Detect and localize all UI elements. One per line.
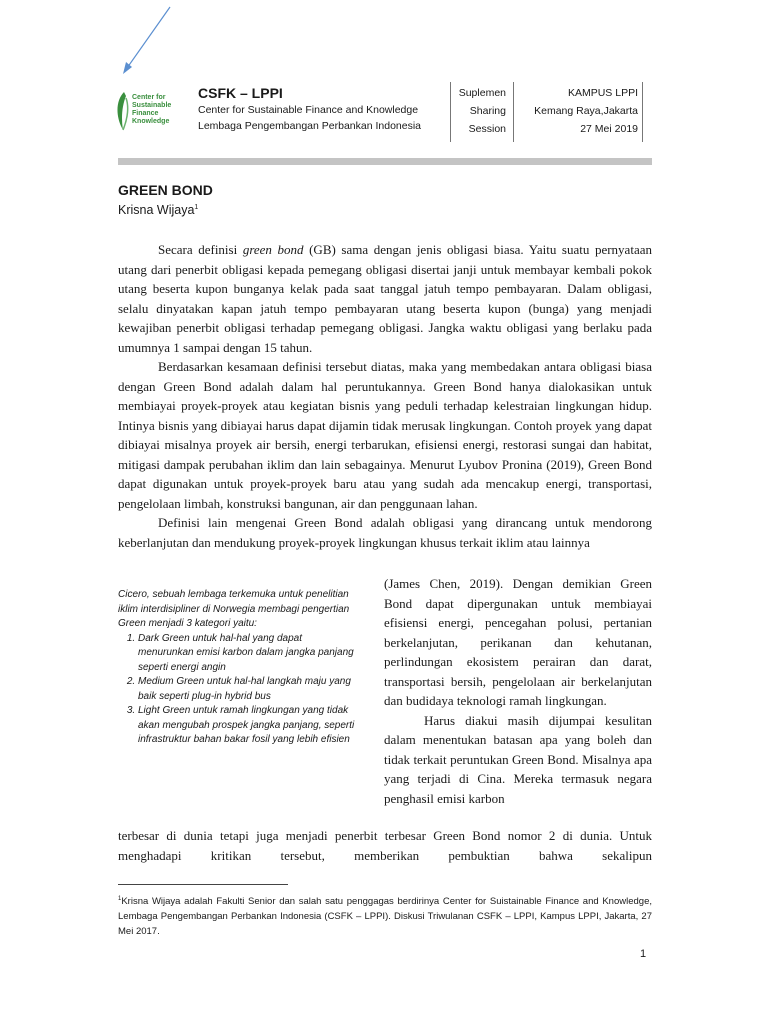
footnote: $^1$Krisna Wijaya adalah Fakulti Senior dan salah satu penggagas berdirinya Center for Suistainable Finance and Knowledge, Lembaga Pengembangan Perbankan Indonesia (CSFK – LPPI). Diskusi Triwulanan CSFK – LPPI, Kampus LPPI, Jakarta, 27 Mei 2017. (118, 896, 652, 938)
csfk-logo (114, 88, 192, 136)
header-divider (513, 82, 514, 142)
annotation-arrow-icon (118, 4, 178, 76)
paragraph-3-start: Definisi lain mengenai Green Bond adalah obligasi yang dirancang untuk mendorong keberlanjutan dan mendukung proyek-proyek lingkungan khusus terkait iklim atau lainnya (118, 515, 652, 550)
paragraph-2: Berdasarkan kesamaan definisi tersebut diatas, maka yang membedakan antara obligasi biasa dengan Green Bond adalah dalam hal peruntukannya. Green Bond hanya dialokasikan untuk membiayai proyek-proyek atau kegiatan bisnis yang peduli terhadap kelestraian lingkungan hidup. Intinya bisnis yang dibiayai harus dapat dijamin tidak merusak lingkungan. Contoh proyek yang dapat dibiayai misalnya proyek air bersih, energi terbarukan, efisiensi energi, restorasi sungai dan habitat, mitigasi dampak perubahan iklim dan lain sebagainya. Menurut Lyubov Pronina (2019), Green Bond dapat digunakan untuk proyek-proyek baru atau yang sudah ada mencakup energi, transportasi, pengelolaan limbah, konstruksi bangunan, air dan penggunaan lahan. (118, 359, 652, 511)
list-item: 3. Light Green untuk ramah lingkungan yang tidak akan mengubah prospek jangka panjang, seperti infrastruktur bahan bakar fosil yang lebih efisien (138, 704, 360, 748)
article-author: Krisna Wijaya$^1$ (118, 203, 199, 217)
article-title: GREEN BOND (118, 182, 213, 198)
session-type: Suplemen Sharing Session (458, 87, 506, 135)
paragraph-3-continued: (James Chen, 2019). Dengan demikian Green Bond dapat dipergunakan untuk membiayai efisiensi energi, pencegahan polusi, pertanian berkelanjutan, perikanan dan kehutanan, perlindungan ekosistem perairan dan darat, transportasi bersih, pengelolaan air berkelanjutan dan budidaya teknologi ramah lingkungan. (384, 576, 652, 708)
footnote-rule (118, 884, 288, 885)
sidebar-intro: Cicero, sebuah lembaga terkemuka untuk penelitian iklim interdisipliner di Norwegia membagi pengertian Green menjadi 3 kategori yaitu: (118, 589, 350, 629)
org-title: CSFK – LPPI (198, 85, 283, 101)
paragraph-4-start: Harus diakui masih dijumpai kesulitan dalam menentukan batasan apa yang boleh dan tidak terkait peruntukan Green Bond. Misalnya apa yang terjadi di Cina. Mereka termasuk negara penghasil emisi karbon (384, 712, 652, 806)
logo-wordmark: Center for Sustainable Finance Knowledge (132, 94, 172, 125)
page-number: 1 (640, 948, 647, 960)
article-body-top (118, 240, 652, 552)
sidebar-list (118, 632, 360, 748)
sidebar-note (118, 588, 360, 748)
venue-date: KAMPUS LPPI Kemang Raya,Jakarta 27 Mei 2019 (534, 87, 638, 135)
org-name-en: Center for Sustainable Finance and Knowledge (198, 104, 419, 116)
list-item: 2. Medium Green untuk hal-hal langkah maju yang baik seperti plug-in hybrid bus (138, 675, 360, 704)
org-header (198, 84, 448, 134)
article-body-bottom (118, 826, 652, 865)
leaf-icon (114, 90, 132, 134)
header-divider (642, 82, 643, 142)
list-item: 1. Dark Green untuk hal-hal yang dapat menurunkan emisi karbon dalam jangka panjang seperti energi angin (138, 632, 360, 676)
org-name-id: Lembaga Pengembangan Perbankan Indonesia (198, 120, 422, 132)
paragraph-4-continued: terbesar di dunia tetapi juga menjadi penerbit terbesar Green Bond nomor 2 di dunia. Untuk menghadapi kritikan tersebut, memberikan pembuktian bahwa sekalipun (118, 828, 652, 863)
header-rule (118, 158, 652, 165)
article-body-column (384, 574, 652, 808)
paragraph-1: Secara definisi green bond (GB) sama dengan jenis obligasi biasa. Yaitu suatu pernyataan utang dari penerbit obligasi kepada pemegang obligasi disertai janji untuk membayar kembali pokok utang beserta kupon bunganya kelak pada saat tanggal jatuh tempo pembayaran. Dalam obligasi, selalu dinyatakan kapan jatuh tempo pembayaran utang beserta kupon (bunga) yang menjadi kewajiban penerbit obligasi terhadap pemegang obligasi. Jangka waktu obligasi yang berlaku pada umumnya 1 sampai dengan 15 tahun. (118, 242, 652, 355)
